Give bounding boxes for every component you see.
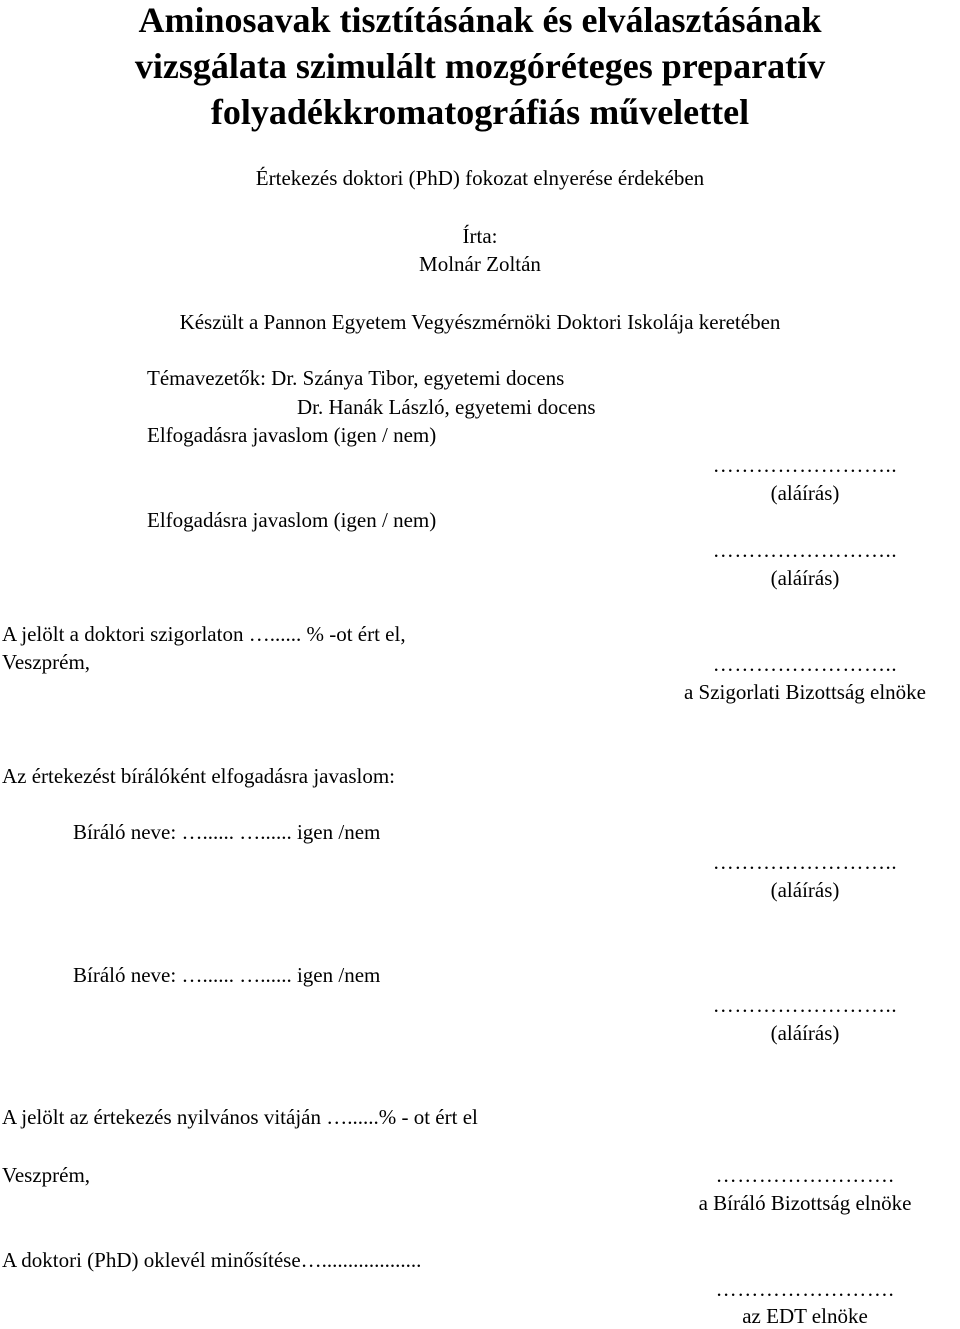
exam-signature-line: ……………………..: [712, 652, 898, 676]
reviewer-2-signature-line: ……………………..: [712, 993, 898, 1017]
defense-city: Veszprém,: [2, 1163, 91, 1187]
exam-result: A jelölt a doktori szigorlaton …...... % -ot ért el,: [2, 622, 406, 646]
reviewer-2-line: Bíráló neve: …...... …...... igen /nem: [73, 963, 381, 987]
thesis-title-line-1: Aminosavak tisztításának és elválasztásának: [138, 0, 822, 40]
exam-city: Veszprém,: [2, 650, 91, 674]
signature-line-2: ……………………..: [712, 538, 898, 562]
diploma-grade: A doktori (PhD) oklevél minősítése…...................: [2, 1248, 422, 1272]
diploma-chair-label: az EDT elnöke: [742, 1304, 868, 1328]
diploma-signature-line: …………………….: [715, 1277, 895, 1301]
reviewer-1-line: Bíráló neve: …...... …...... igen /nem: [73, 820, 381, 844]
thesis-title-line-3: folyadékkromatográfiás művelettel: [210, 92, 750, 132]
supervisor-2: Dr. Hanák László, egyetemi docens: [297, 395, 596, 419]
author-name: Molnár Zoltán: [419, 252, 541, 276]
defense-chair-label: a Bíráló Bizottság elnöke: [698, 1191, 912, 1215]
reviewer-2-signature-label: (aláírás): [770, 1021, 840, 1045]
signature-line-1: ……………………..: [712, 453, 898, 477]
reviewer-1-signature-label: (aláírás): [770, 878, 840, 902]
recommend-text-2: Elfogadásra javaslom (igen / nem): [147, 508, 437, 532]
defense-result: A jelölt az értekezés nyilvános vitáján …......% - ot ért el: [2, 1105, 478, 1129]
reviewers-intro: Az értekezést bírálóként elfogadásra javaslom:: [2, 764, 395, 788]
thesis-title-line-2: vizsgálata szimulált mozgóréteges preparatív: [134, 46, 826, 86]
supervisor-1: Témavezetők: Dr. Szánya Tibor, egyetemi docens: [147, 366, 565, 390]
prepared-at: Készült a Pannon Egyetem Vegyészmérnöki Doktori Iskolája keretében: [179, 310, 781, 334]
exam-chair-label: a Szigorlati Bizottság elnöke: [683, 680, 927, 704]
defense-signature-line: …………………….: [715, 1163, 895, 1187]
author-label: Írta:: [462, 224, 498, 248]
signature-label-1: (aláírás): [770, 481, 840, 505]
reviewer-1-signature-line: ……………………..: [712, 850, 898, 874]
subtitle: Értekezés doktori (PhD) fokozat elnyerése érdekében: [255, 166, 705, 190]
signature-label-2: (aláírás): [770, 566, 840, 590]
recommend-text-1: Elfogadásra javaslom (igen / nem): [147, 423, 437, 447]
